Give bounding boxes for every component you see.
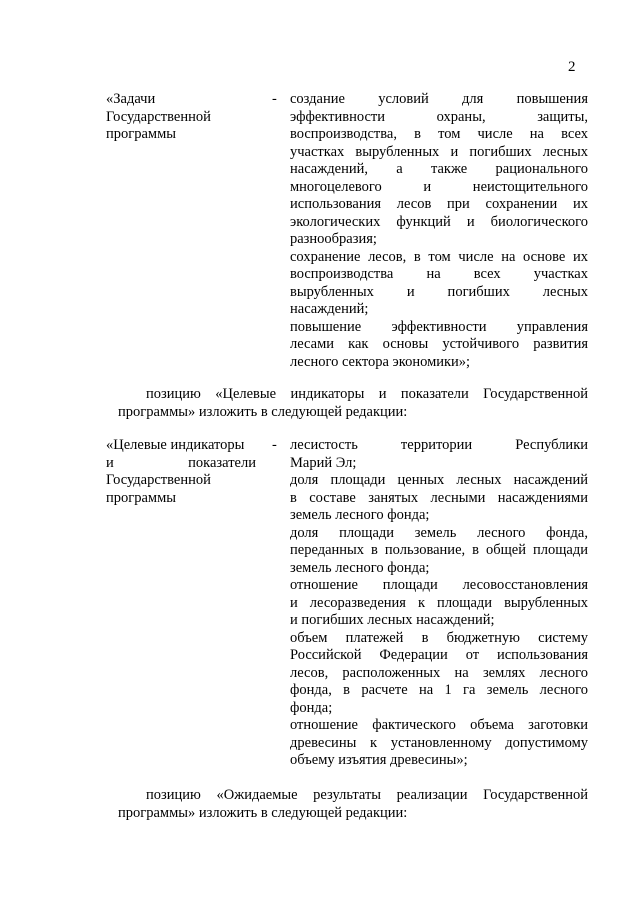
content-line: создание условий для повышения <box>290 91 588 107</box>
content-line: лесов, расположенных на землях лесного <box>290 664 588 681</box>
content-line: земель лесного фонда; <box>290 507 430 523</box>
content-line: эффективности охраны, защиты, <box>290 108 588 125</box>
content-line: в составе занятых лесными насаждениями <box>290 489 588 506</box>
paragraph-results-intro <box>118 787 588 822</box>
content-line: древесины к установленному допустимому <box>290 734 588 751</box>
content-line: сохранение лесов, в том числе на основе их <box>290 248 588 265</box>
indicators-label <box>106 437 272 507</box>
content-line: Российской Федерации от использования <box>290 647 588 663</box>
paragraph-line: программы» изложить в следующей редакции: <box>118 403 408 420</box>
content-line: объем платежей в бюджетную систему <box>290 629 588 646</box>
tasks-label <box>106 91 272 144</box>
content-line: разнообразия; <box>290 231 377 247</box>
content-line: повышение эффективности управления <box>290 318 588 335</box>
paragraph-indicators-intro <box>118 386 588 421</box>
paragraph-line: позицию «Целевые индикаторы и показатели Государственной <box>146 386 588 402</box>
indicators-content <box>290 437 588 770</box>
content-line: фонда, в расчете на 1 га земель лесного <box>290 682 588 698</box>
content-line: и погибших лесных насаждений; <box>290 612 495 628</box>
tasks-label-line: Государственной <box>106 108 211 125</box>
content-line: отношение площади лесовосстановления <box>290 577 588 593</box>
content-line: фонда; <box>290 699 333 716</box>
content-line: участках вырубленных и погибших лесных <box>290 143 588 160</box>
tasks-label-line: программы <box>106 126 176 142</box>
content-line: лесистость территории Республики <box>290 437 588 453</box>
page-number: 2 <box>568 59 576 75</box>
content-line: насаждений; <box>290 301 369 317</box>
content-line: многоцелевого и неистощительного <box>290 178 588 195</box>
content-line: воспроизводства, в том числе на всех <box>290 126 588 142</box>
content-line: насаждений, а также рационального <box>290 161 588 177</box>
content-line: вырубленных и погибших лесных <box>290 283 588 300</box>
content-line: воспроизводства на всех участках <box>290 266 588 282</box>
content-line: лесами как основы устойчивого развития <box>290 336 588 352</box>
indicators-label-line: и показатели <box>106 454 256 471</box>
content-line: лесного сектора экономики»; <box>290 353 471 370</box>
content-line: отношение фактического объема заготовки <box>290 717 588 733</box>
content-line: объему изъятия древесины»; <box>290 752 468 768</box>
content-line: экологических функций и биологического <box>290 213 588 230</box>
content-line: переданных в пользование, в общей площади <box>290 542 588 558</box>
content-line: доля площади земель лесного фонда, <box>290 524 588 541</box>
content-line: земель лесного фонда; <box>290 559 430 576</box>
indicators-dash: - <box>272 437 277 453</box>
tasks-label-line: «Задачи <box>106 91 156 107</box>
content-line: доля площади ценных лесных насаждений <box>290 472 588 488</box>
tasks-content <box>290 91 588 371</box>
content-line: использования лесов при сохранении их <box>290 196 588 212</box>
content-line: Марий Эл; <box>290 454 357 471</box>
indicators-label-line: Государственной <box>106 472 211 488</box>
indicators-label-line: программы <box>106 489 176 506</box>
content-line: и лесоразведения к площади вырубленных <box>290 594 588 611</box>
paragraph-line: позицию «Ожидаемые результаты реализации Государственной <box>146 787 588 803</box>
tasks-dash: - <box>272 91 277 107</box>
indicators-label-line: «Целевые индикаторы <box>106 437 245 453</box>
paragraph-line: программы» изложить в следующей редакции: <box>118 804 408 821</box>
